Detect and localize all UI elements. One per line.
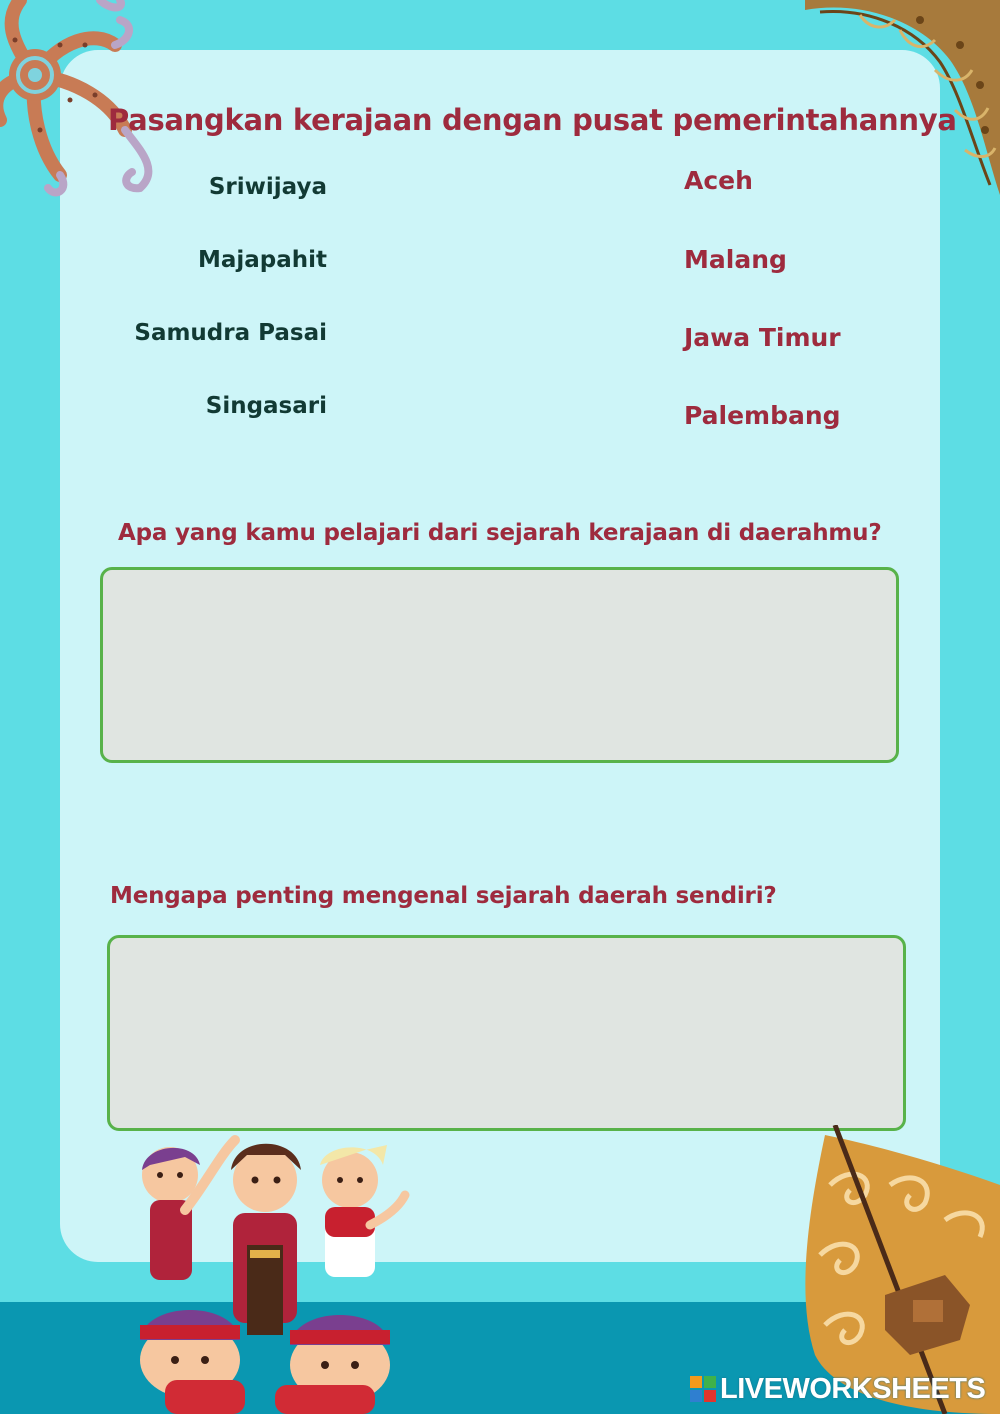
batik-leaf-icon bbox=[800, 0, 1000, 200]
capital-item[interactable]: Palembang bbox=[684, 401, 841, 430]
question-1: Apa yang kamu pelajari dari sejarah kerajaan di daerahmu? bbox=[118, 520, 882, 546]
liveworksheets-watermark bbox=[690, 1372, 985, 1406]
children-costume-illustration bbox=[125, 1125, 415, 1414]
wayang-gunungan-icon bbox=[795, 1125, 1000, 1414]
kingdom-item[interactable]: Majapahit bbox=[197, 247, 327, 273]
page-title: Pasangkan kerajaan dengan pusat pemerintahannya bbox=[108, 103, 957, 137]
capital-item[interactable]: Aceh bbox=[684, 166, 753, 195]
kingdom-item[interactable]: Samudra Pasai bbox=[134, 320, 327, 346]
answer-2-field[interactable] bbox=[107, 935, 906, 1131]
ornament-swirl-icon bbox=[0, 0, 170, 200]
answer-1-field[interactable] bbox=[100, 567, 899, 763]
question-2: Mengapa penting mengenal sejarah daerah sendiri? bbox=[110, 883, 777, 909]
kingdom-item[interactable]: Sriwijaya bbox=[208, 174, 327, 200]
liveworksheets-logo-icon bbox=[690, 1376, 716, 1402]
watermark-text: LIVEWORKSHEETS bbox=[720, 1372, 986, 1405]
kingdom-item[interactable]: Singasari bbox=[205, 393, 327, 419]
capital-item[interactable]: Malang bbox=[684, 245, 787, 274]
capital-item[interactable]: Jawa Timur bbox=[684, 323, 841, 352]
